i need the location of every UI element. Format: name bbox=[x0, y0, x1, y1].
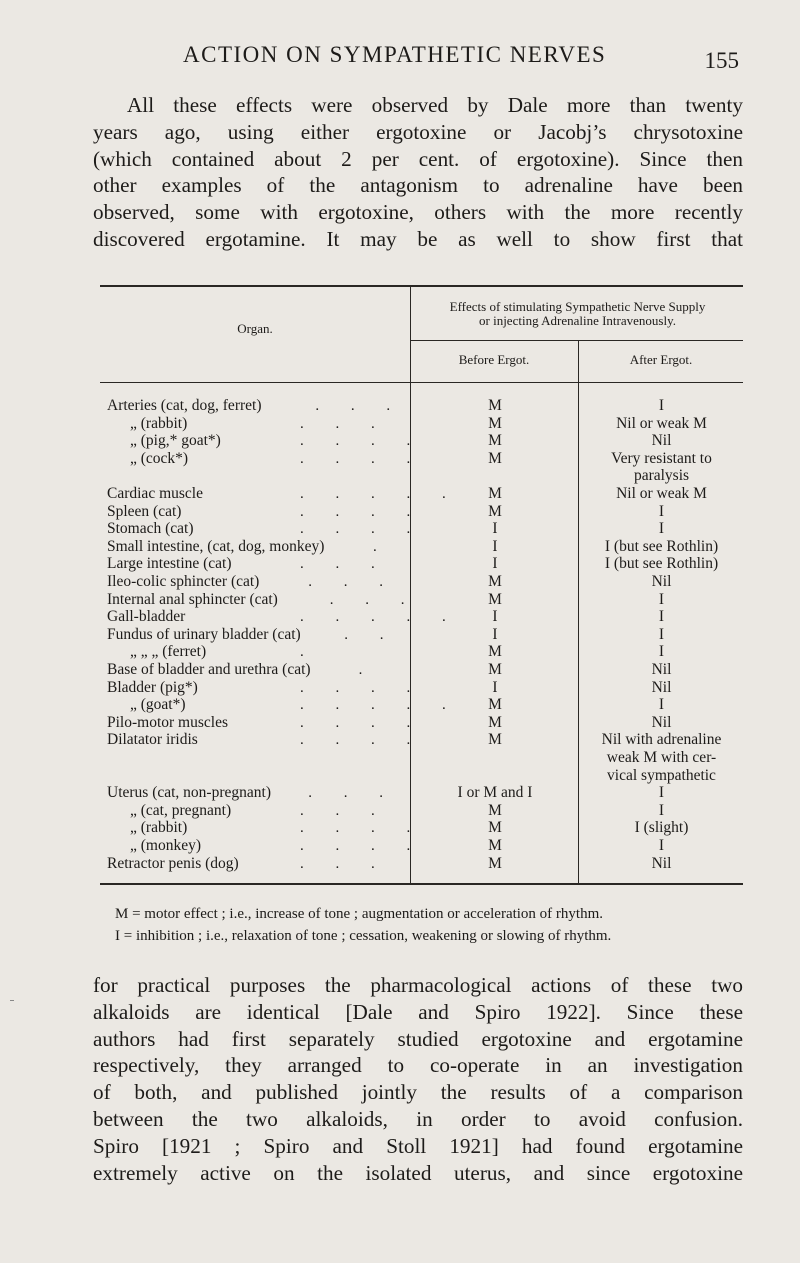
after-ergot-cell: I bbox=[658, 837, 665, 854]
before-ergot-cell: M bbox=[488, 696, 502, 714]
before-ergot-cell: M bbox=[488, 854, 502, 872]
leader-dots: . . bbox=[344, 626, 398, 643]
table-bottom-rule bbox=[100, 883, 743, 885]
organ-cell: Cardiac muscle bbox=[107, 485, 203, 502]
before-ergot-cell: M bbox=[488, 731, 502, 749]
before-ergot-cell: I bbox=[492, 520, 498, 538]
after-ergot-cell: Nil bbox=[651, 432, 672, 450]
leader-dots: . . . . . bbox=[300, 609, 460, 626]
paragraph-top bbox=[93, 92, 743, 253]
text-line: respectively, they arranged to co-operate in an investigation bbox=[93, 1053, 743, 1078]
text-line: between the two alkaloids, in order to avoid confusion. bbox=[93, 1106, 743, 1131]
before-ergot-cell: M bbox=[488, 819, 502, 837]
leader-dots: . . . bbox=[300, 802, 389, 819]
organ-cell: Ileo-colic sphincter (cat) bbox=[107, 573, 260, 590]
after-ergot-cell: Very resistant to bbox=[611, 449, 712, 467]
leader-dots: . . . . bbox=[300, 714, 425, 731]
organ-cell: Pilo-motor muscles bbox=[107, 713, 228, 731]
after-ergot-cell: Nil bbox=[651, 854, 672, 872]
leader-dots: . . . . bbox=[300, 503, 425, 520]
after-ergot-cell: I (slight) bbox=[634, 819, 689, 837]
before-ergot-cell: M bbox=[488, 502, 502, 520]
table-top-rule bbox=[100, 285, 743, 287]
before-ergot-cell: I bbox=[492, 555, 498, 573]
effects-subheader-rule bbox=[410, 340, 743, 341]
leader-dots: . . . bbox=[308, 574, 397, 590]
leader-dots: . . . . bbox=[300, 433, 425, 450]
page-number: 155 bbox=[704, 48, 739, 73]
ergot-effects-table bbox=[100, 285, 743, 884]
organ-cell: Small intestine, (cat, dog, monkey) bbox=[107, 537, 325, 555]
leader-dots: . bbox=[373, 538, 391, 555]
organ-header: Organ. bbox=[237, 321, 273, 336]
leader-dots: . . . bbox=[300, 556, 389, 573]
before-ergot-cell: I bbox=[492, 537, 498, 555]
after-ergot-cell: I (but see Rothlin) bbox=[604, 555, 719, 573]
text-line: (which contained about 2 per cent. of ergotoxine). Since then bbox=[93, 146, 743, 171]
before-ergot-cell: M bbox=[488, 397, 502, 414]
text-line: other examples of the antagonism to adrenaline have been bbox=[93, 173, 743, 198]
leader-dots: . . . . . bbox=[300, 486, 460, 502]
leader-dots: . . . bbox=[308, 785, 397, 802]
organ-cell: Bladder (pig*) bbox=[107, 678, 198, 696]
organ-cell: Uterus (cat, non-pregnant) bbox=[107, 784, 271, 802]
after-ergot-cell: I bbox=[658, 696, 665, 714]
footnote-inhibition: I = inhibition ; i.e., relaxation of tone ; cessation, weakening or slowing of rhythm. bbox=[115, 928, 612, 944]
organ-cell: Large intestine (cat) bbox=[107, 555, 232, 573]
after-ergot-cell: Nil bbox=[651, 661, 672, 678]
after-ergot-cell: I bbox=[658, 502, 665, 520]
before-ergot-cell: M bbox=[488, 590, 502, 608]
text-line: authors had first separately studied ergotoxine and ergotamine bbox=[93, 1026, 743, 1051]
organ-cell: Arteries (cat, dog, ferret) bbox=[107, 397, 262, 414]
organ-cell: Gall-bladder bbox=[107, 608, 186, 626]
organ-cell: „ (rabbit) bbox=[130, 414, 188, 432]
leader-dots: . . . . bbox=[300, 820, 425, 837]
text-line: discovered ergotamine. It may be as well to show first that bbox=[93, 226, 743, 251]
effects-header-line-2: or injecting Adrenaline Intravenously. bbox=[479, 313, 676, 328]
before-ergot-header: Before Ergot. bbox=[458, 352, 530, 367]
leader-dots: . . . bbox=[329, 591, 419, 608]
organ-cell: „ (monkey) bbox=[130, 837, 202, 854]
leader-dots: . . . . bbox=[300, 732, 425, 749]
table-header-rule bbox=[100, 382, 743, 383]
before-ergot-cell: I or M and I bbox=[457, 784, 533, 802]
page-header bbox=[95, 40, 745, 76]
before-ergot-cell: M bbox=[488, 801, 502, 819]
paragraph-bottom bbox=[93, 972, 743, 1186]
before-ergot-cell: M bbox=[488, 432, 502, 450]
leader-dots: . . . . bbox=[300, 521, 425, 538]
after-ergot-cell: Nil or weak M bbox=[616, 485, 707, 502]
after-ergot-cell: Nil bbox=[651, 713, 672, 731]
text-line: for practical purposes the pharmacological actions of these two bbox=[93, 973, 743, 997]
before-ergot-cell: I bbox=[492, 608, 498, 626]
after-ergot-cell: weak M with cer- bbox=[606, 749, 717, 766]
organ-cell: „ (pig,* goat*) bbox=[130, 432, 221, 450]
after-ergot-cell: I bbox=[658, 801, 665, 819]
leader-dots: . . . . bbox=[300, 838, 425, 854]
before-ergot-cell: I bbox=[492, 625, 498, 643]
before-ergot-cell: I bbox=[492, 678, 498, 696]
after-ergot-cell: I bbox=[658, 590, 665, 608]
after-ergot-cell: I bbox=[658, 784, 665, 802]
organ-cell: Internal anal sphincter (cat) bbox=[107, 590, 278, 608]
after-ergot-cell: I bbox=[658, 520, 665, 538]
text-line: All these effects were observed by Dale more than twenty bbox=[127, 93, 743, 117]
organ-cell: Fundus of urinary bladder (cat) bbox=[107, 625, 301, 643]
after-ergot-cell: Nil with adrenaline bbox=[601, 731, 722, 749]
before-ergot-cell: M bbox=[488, 661, 502, 678]
leader-dots: . . . bbox=[300, 415, 389, 432]
organ-cell: „ (cock*) bbox=[130, 449, 189, 467]
organ-cell: Dilatator iridis bbox=[107, 731, 198, 749]
text-line: observed, some with ergotoxine, others with the more recently bbox=[93, 200, 743, 225]
before-ergot-cell: M bbox=[488, 485, 502, 502]
text-line: Spiro [1921 ; Spiro and Stoll 1921] had found ergotamine bbox=[93, 1133, 743, 1158]
organ-cell: Retractor penis (dog) bbox=[107, 854, 239, 872]
before-ergot-cell: M bbox=[488, 414, 502, 432]
before-ergot-cell: M bbox=[488, 713, 502, 731]
organ-cell: „ (goat*) bbox=[130, 696, 186, 714]
effects-header-line-1: Effects of stimulating Sympathetic Nerve Supply bbox=[449, 299, 706, 314]
leader-dots: . . . . bbox=[300, 450, 425, 467]
text-line: alkaloids are identical [Dale and Spiro 1922]. Since these bbox=[93, 999, 743, 1024]
organ-cell: Stomach (cat) bbox=[107, 520, 194, 538]
margin-mark bbox=[10, 1000, 14, 1001]
text-line: of both, and published jointly the results of a comparison bbox=[93, 1080, 743, 1105]
after-ergot-cell: paralysis bbox=[633, 467, 690, 485]
before-ergot-cell: M bbox=[488, 573, 502, 590]
after-ergot-cell: I bbox=[658, 643, 665, 661]
footnote-motor: M = motor effect ; i.e., increase of tone ; augmentation or acceleration of rhythm. bbox=[115, 906, 604, 922]
organ-cell: Base of bladder and urethra (cat) bbox=[107, 661, 311, 678]
leader-dots: . . . bbox=[315, 398, 405, 414]
organ-cell: Spleen (cat) bbox=[107, 502, 182, 520]
before-ergot-cell: M bbox=[488, 643, 502, 661]
after-ergot-cell: I bbox=[658, 608, 665, 626]
leader-dots: . bbox=[300, 644, 318, 661]
after-ergot-cell: I bbox=[658, 397, 665, 414]
text-line: years ago, using either ergotoxine or Jacobj’s chrysotoxine bbox=[93, 119, 743, 144]
organ-cell: „ (cat, pregnant) bbox=[130, 801, 232, 819]
after-ergot-cell: Nil bbox=[651, 678, 672, 696]
leader-dots: . . . . . bbox=[300, 697, 460, 714]
organ-cell: „ (rabbit) bbox=[130, 819, 188, 837]
running-title: ACTION ON SYMPATHETIC NERVES bbox=[183, 42, 607, 67]
leader-dots: . . . . bbox=[300, 679, 425, 696]
after-ergot-cell: Nil bbox=[651, 573, 672, 590]
after-ergot-header: After Ergot. bbox=[629, 352, 693, 367]
after-ergot-cell: I (but see Rothlin) bbox=[604, 537, 719, 555]
after-ergot-cell: vical sympathetic bbox=[607, 766, 716, 784]
leader-dots: . . . bbox=[300, 855, 389, 872]
before-ergot-cell: M bbox=[488, 449, 502, 467]
after-ergot-cell: I bbox=[658, 625, 665, 643]
before-ergot-cell: M bbox=[488, 837, 502, 854]
text-line: extremely active on the isolated uterus, and since ergotoxine bbox=[93, 1160, 743, 1185]
leader-dots: . bbox=[358, 662, 377, 678]
after-ergot-cell: Nil or weak M bbox=[616, 414, 707, 432]
table-footnotes bbox=[115, 903, 745, 947]
organ-cell: „ „ „ (ferret) bbox=[130, 643, 207, 661]
